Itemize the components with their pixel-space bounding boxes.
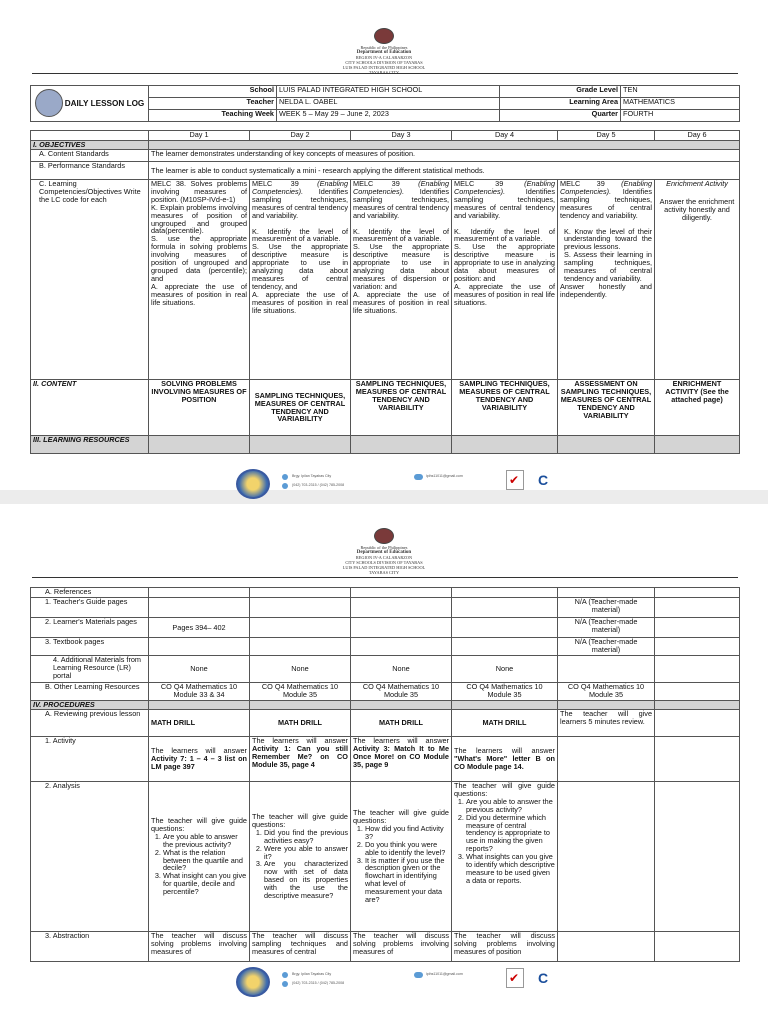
phone-icon	[282, 981, 288, 987]
activity-day3-title: Activity 3: Match It to Me Once More! on CO Module 35, page 9	[353, 743, 449, 769]
week-label: Teaching Week	[149, 110, 277, 122]
letterhead-line: LUIS PALAD INTEGRATED HIGH SCHOOL	[342, 65, 426, 70]
c-day2-s: S. Use the appropriate descriptive measure is appropriate to use in analyzing data about measures of central tendency, and	[252, 242, 348, 291]
analysis-day4-intro: The teacher will give guide questions:	[454, 781, 555, 798]
analysis-q: 2. Did you determine which measure of central tendency is appropriate to use in making the given reports?	[466, 814, 555, 854]
page-2	[0, 497, 768, 1024]
competencies-day1	[149, 180, 250, 380]
location-icon	[282, 972, 288, 978]
dll-title: DAILY LESSON LOG	[64, 98, 145, 108]
letterhead-line: REGION IV-A CALABARZON	[355, 55, 413, 60]
tg-label: 1. Teacher's Guide pages	[31, 598, 149, 618]
melc39-rest: Identifies sampling techniques, measures of central tendency and variability.	[353, 186, 449, 220]
iso-logo-icon: C	[538, 970, 549, 986]
add-day3: None	[351, 656, 452, 683]
deped-logo-icon	[35, 89, 63, 117]
content-standards-text: The learner demonstrates understanding of key concepts of measures of position.	[149, 150, 740, 162]
section-content: II. CONTENT	[31, 380, 149, 436]
activity-day3-pre: The learners will answer	[353, 736, 449, 745]
content-day5: ASSESSMENT ON SAMPLING TECHNIQUES, MEASURES OF CENTRAL TENDENCY AND VARIABILITY	[558, 380, 655, 436]
other-day3: CO Q4 Mathematics 10 Module 35	[351, 683, 452, 701]
review-day3: MATH DRILL	[351, 710, 452, 737]
email-icon	[414, 474, 423, 480]
letterhead	[0, 28, 768, 75]
activity-day4-pre: The learners will answer	[454, 746, 555, 756]
analysis-day3	[351, 782, 452, 932]
c-day6-text: Answer the enrichment activity honestly and diligently.	[659, 196, 735, 222]
activity-day3	[351, 737, 452, 782]
other-day4: CO Q4 Mathematics 10 Module 35	[452, 683, 558, 701]
analysis-day2-intro: The teacher will give guide questions:	[252, 812, 348, 829]
c-day5-k: K. Know the level of their understanding toward the previous lessons.	[564, 226, 652, 252]
letterhead	[0, 528, 768, 575]
content-day1: SOLVING PROBLEMS INVOLVING MEASURES OF POSITION	[149, 380, 250, 436]
letterhead-line: Department of Education	[356, 50, 412, 55]
footer-phone: (042) 703-2315 / (042) 785-2008	[292, 483, 345, 487]
day-header: Day 4	[452, 131, 558, 141]
c-day4-a: A. appreciate the use of measures of position in real life situations.	[454, 281, 555, 307]
letterhead-line: Republic of the Philippines	[360, 45, 408, 50]
week-value: WEEK 5 – May 29 – June 2, 2023	[277, 110, 500, 122]
c-day5-s: S. Assess their learning in sampling techniques, measures of central tendency and variability.	[564, 250, 652, 283]
activity-day4	[452, 737, 558, 782]
competencies-day6	[655, 180, 740, 380]
procedures-table	[30, 587, 740, 962]
iso-logo-icon: C	[538, 472, 549, 488]
analysis-q: 1. Are you able to answer the previous activity?	[163, 833, 247, 849]
corner-cell	[31, 131, 149, 141]
competencies-label: C. Learning Competencies/Objectives Write the LC code for each	[31, 180, 149, 380]
school-label: School	[149, 86, 277, 98]
lm-day1: Pages 394– 402	[149, 618, 250, 638]
tg-day5: N/A (Teacher-made material)	[558, 598, 655, 618]
melc39-intro	[560, 180, 652, 220]
melc39-intro	[252, 180, 348, 220]
analysis-day3-intro: The teacher will give guide questions:	[353, 808, 449, 825]
c-day3-s: S. Use the appropriate descriptive measure is appropriate to use in analyzing data about measures of dispersion or variation: and	[353, 242, 449, 291]
other-day1: CO Q4 Mathematics 10 Module 33 & 34	[149, 683, 250, 701]
section-objectives: I. OBJECTIVES	[31, 141, 149, 150]
school-logo-icon	[236, 967, 270, 997]
melc39-head: MELC 39	[560, 179, 605, 188]
lm-label: 2. Learner's Materials pages	[31, 618, 149, 638]
c-day4-k: K. Identify the level of measurement of a variable.	[454, 226, 555, 244]
quarter-label: Quarter	[500, 110, 621, 122]
activity-label: 1. Activity	[31, 737, 149, 782]
analysis-q: 2. What is the relation between the quartile and decile?	[163, 849, 247, 873]
certification-badge-icon	[506, 470, 524, 490]
competencies-day3	[351, 180, 452, 380]
day-header: Day 2	[250, 131, 351, 141]
analysis-day2-list	[252, 829, 348, 900]
section-fill	[149, 141, 740, 150]
additional-label: 4. Additional Materials from Learning Resource (LR) portal	[31, 656, 149, 683]
school-logo-icon	[236, 469, 270, 499]
c-day1-c: S. use the appropriate formula in solving problems involving measures of position of ungrouped and grouped data (percentile); and	[151, 234, 247, 283]
dll-header-table	[30, 85, 740, 122]
analysis-day3-list	[353, 825, 449, 904]
c-day2-a: A. appreciate the use of measures of position in real life situations.	[252, 289, 348, 315]
footer-email: lpihs11011@gmail.com	[426, 972, 463, 976]
footer	[0, 468, 768, 498]
analysis-q: 3. It is matter if you use the description given or the flowchart in identifying what level of measurement your data are?	[365, 857, 449, 904]
performance-standards-text: The learner is able to conduct systematically a mini - research applying the different statistical methods.	[149, 162, 740, 180]
school-value: LUIS PALAD INTEGRATED HIGH SCHOOL	[277, 86, 500, 98]
references-label: A. References	[31, 588, 149, 598]
day-header: Day 3	[351, 131, 452, 141]
section-learning-resources: III. LEARNING RESOURCES	[31, 436, 149, 454]
footer-address: Brgy. Ipilan Tayabas City	[292, 474, 332, 478]
add-day1: None	[149, 656, 250, 683]
activity-day1-title: Activity 7: 1 – 4 – 3 list on LM page 397	[151, 754, 247, 771]
activity-day2-title: Activity 1: Can you still Remember Me? on CO Module 35, page 4	[252, 743, 348, 769]
abstraction-day3: The teacher will discuss solving problems involving measures of	[351, 932, 452, 962]
review-day1: MATH DRILL	[149, 710, 250, 737]
analysis-q: 3. Are you characterized now with set of data based on its properties with the use the descriptive measure?	[264, 860, 348, 900]
melc39-head: MELC 39	[353, 179, 400, 188]
competencies-day4	[452, 180, 558, 380]
dll-title-cell	[31, 86, 149, 122]
c-day1-b: K. Explain problems involving measures of position of ungrouped and grouped data(percentile).	[151, 202, 247, 236]
analysis-q: 1. Did you find the previous activities easy?	[264, 829, 348, 845]
c-day1-a: MELC 38. Solves problems involving measures of position. (M10SP-IVd-e-1)	[151, 179, 247, 204]
other-day2: CO Q4 Mathematics 10 Module 35	[250, 683, 351, 701]
page-1	[0, 0, 768, 497]
analysis-label: 2. Analysis	[31, 782, 149, 932]
melc39-enabling: (Enabling Competencies).	[252, 179, 349, 196]
add-day4: None	[452, 656, 558, 683]
letterhead-line: REGION IV-A CALABARZON	[355, 555, 413, 560]
abstraction-day1: The teacher will discuss solving problems involving measures of	[149, 932, 250, 962]
c-day4-s: S. Use the appropriate descriptive measure is appropriate to use in analyzing data about measures of position: and	[454, 242, 555, 283]
melc39-intro	[454, 180, 555, 220]
certification-badge-icon	[506, 968, 524, 988]
letterhead-line: CITY SCHOOLS DIVISION OF TAYABAS	[345, 560, 423, 565]
c-day5-a: Answer honestly and independently.	[560, 281, 652, 299]
reviewing-label: A. Reviewing previous lesson	[31, 710, 149, 737]
analysis-day1-list	[151, 833, 247, 896]
other-resources-label: B. Other Learning Resources	[31, 683, 149, 701]
melc39-rest: Identifies sampling techniques, measures of central tendency and variability.	[454, 186, 555, 220]
review-day2: MATH DRILL	[250, 710, 351, 737]
abstraction-label: 3. Abstraction	[31, 932, 149, 962]
melc39-enabling: (Enabling Competencies).	[353, 179, 450, 196]
content-day2: SAMPLING TECHNIQUES, MEASURES OF CENTRAL TENDENCY AND VARIABILITY	[250, 380, 351, 436]
letterhead-line: CITY SCHOOLS DIVISION OF TAYABAS	[345, 60, 423, 65]
area-value: MATHEMATICS	[621, 98, 740, 110]
footer-email: lpihs11011@gmail.com	[426, 474, 463, 478]
abstraction-day4: The teacher will discuss solving problems involving measures of position	[452, 932, 558, 962]
tb-day5: N/A (Teacher-made material)	[558, 638, 655, 656]
letterhead-line: LUIS PALAD INTEGRATED HIGH SCHOOL	[342, 565, 426, 570]
review-day5: The teacher will give learners 5 minutes review.	[558, 710, 655, 737]
melc39-intro	[353, 180, 449, 220]
analysis-q: 3. What insight can you give for quartile, decile and percentile?	[163, 872, 247, 896]
melc39-rest: Identifies sampling techniques, measures of central tendency and variability.	[252, 186, 348, 220]
activity-day2	[250, 737, 351, 782]
day-header: Day 5	[558, 131, 655, 141]
footer-address: Brgy. Ipilan Tayabas City	[292, 972, 332, 976]
objectives-table	[30, 130, 740, 454]
c-day6-head: Enrichment Activity	[666, 179, 728, 188]
footer	[0, 966, 768, 996]
location-icon	[282, 474, 288, 480]
letterhead-line: TAYABAS CITY	[368, 570, 400, 575]
content-day3: SAMPLING TECHNIQUES, MEASURES OF CENTRAL TENDENCY AND VARIABILITY	[351, 380, 452, 436]
analysis-day4-list	[454, 798, 555, 885]
analysis-q: 3. What insights can you give to identify which descriptive measure to be used given a data or reports.	[466, 853, 555, 885]
tb-label: 3. Textbook pages	[31, 638, 149, 656]
day-header: Day 6	[655, 131, 740, 141]
analysis-day2	[250, 782, 351, 932]
day-header: Day 1	[149, 131, 250, 141]
melc39-head: MELC 39	[252, 179, 299, 188]
analysis-q: 1. How did you find Activity 3?	[365, 825, 449, 841]
analysis-day1-intro: The teacher will give guide questions:	[151, 815, 247, 833]
c-day3-k: K. Identify the level of measurement of a variable.	[353, 226, 449, 244]
activity-day2-pre: The learners will answer	[252, 736, 348, 745]
letterhead-rule	[32, 73, 738, 74]
analysis-q: 2. Were you able to answer it?	[264, 845, 348, 861]
content-standards-label: A. Content Standards	[31, 150, 149, 162]
content-day4: SAMPLING TECHNIQUES, MEASURES OF CENTRAL TENDENCY AND VARIABILITY	[452, 380, 558, 436]
teacher-label: Teacher	[149, 98, 277, 110]
area-label: Learning Area	[500, 98, 621, 110]
phone-icon	[282, 483, 288, 489]
teacher-value: NELDA L. OABEL	[277, 98, 500, 110]
abstraction-day2: The teacher will discuss sampling techniques and measures of central	[250, 932, 351, 962]
performance-standards-label: B. Performance Standards	[31, 162, 149, 180]
letterhead-line: Department of Education	[356, 550, 412, 555]
content-day6: ENRICHMENT ACTIVITY (See the attached page)	[655, 380, 740, 436]
analysis-day4	[452, 782, 558, 932]
add-day2: None	[250, 656, 351, 683]
analysis-q: 2. Do you think you were able to identify the level?	[365, 841, 449, 857]
melc39-enabling: (Enabling Competencies).	[560, 179, 653, 196]
grade-value: TEN	[621, 86, 740, 98]
review-day4: MATH DRILL	[452, 710, 558, 737]
letterhead-rule	[32, 577, 738, 578]
other-day5: CO Q4 Mathematics 10 Module 35	[558, 683, 655, 701]
lm-day5: N/A (Teacher-made material)	[558, 618, 655, 638]
analysis-day1	[149, 782, 250, 932]
quarter-value: FOURTH	[621, 110, 740, 122]
analysis-q: 1. Are you able to answer the previous activity?	[466, 798, 555, 814]
activity-day4-title: "What's More" letter B on CO Module page 14.	[454, 754, 555, 771]
melc39-rest: Identifies sampling techniques, measures of central tendency and variability.	[560, 186, 652, 220]
deped-seal-icon	[374, 28, 394, 44]
deped-seal-icon	[374, 528, 394, 544]
competencies-day5	[558, 180, 655, 380]
section-procedures: IV. PROCEDURES	[31, 701, 149, 710]
melc39-head: MELC 39	[454, 179, 504, 188]
c-day1-d: A. appreciate the use of measures of position in real life situations.	[151, 281, 247, 307]
melc39-enabling: (Enabling Competencies).	[454, 179, 556, 196]
grade-label: Grade Level	[500, 86, 621, 98]
activity-day1	[149, 737, 250, 782]
c-day3-a: A. appreciate the use of measures of position in real life situations.	[353, 289, 449, 315]
activity-day1-pre: The learners will answer	[151, 746, 247, 756]
letterhead-line: Republic of the Philippines	[360, 545, 408, 550]
email-icon	[414, 972, 423, 978]
competencies-day2	[250, 180, 351, 380]
c-day2-k: K. Identify the level of measurement of a variable.	[252, 226, 348, 244]
footer-phone: (042) 703-2315 / (042) 785-2008	[292, 981, 345, 985]
